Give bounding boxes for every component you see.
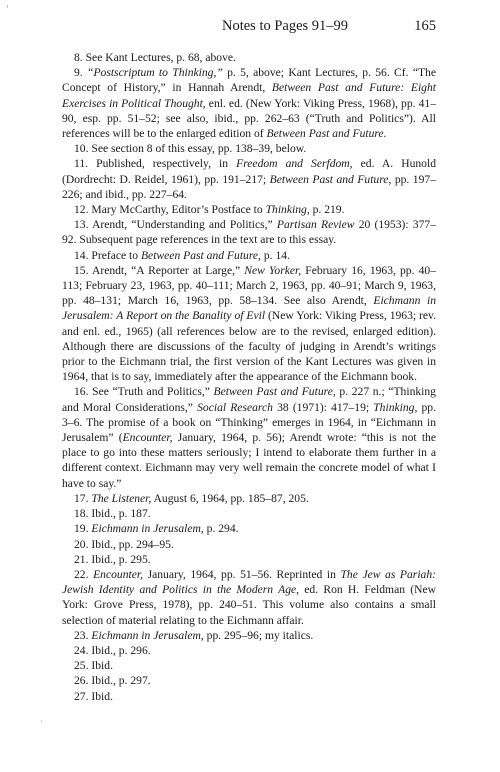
note-text: ed. Ron H. Feldman (New York: Grove Press, 1978), pp. 240–51. This volume also contains a small selection of material relating to the Eichmann affair. bbox=[62, 583, 436, 627]
footnote bbox=[62, 521, 436, 536]
note-text: pp. 197–226; and ibid., pp. 227–64. bbox=[62, 172, 436, 201]
footnote bbox=[62, 202, 436, 217]
footnote bbox=[62, 141, 436, 156]
footnote bbox=[62, 384, 436, 490]
note-text: (New York: Viking Press, 1963; rev. and enl. ed., 1965) (all references below are to the revised, enlarged edition). Although there are discussions of the faculty of judging in Arendt’s writings prior to the Eichmann trial, the first version of the Kant Lectures was given in 1964, that is to say, immediately after the appearance of the Eichmann book. bbox=[62, 309, 436, 384]
footnote bbox=[62, 506, 436, 521]
note-text: 8. See Kant Lectures, p. 68, above. bbox=[74, 51, 236, 64]
footnote bbox=[62, 263, 436, 385]
italic-text: Encounter, bbox=[93, 567, 143, 581]
italic-text: Encounter, bbox=[122, 431, 173, 445]
note-text: 15. Arendt, “A Reporter at Large,” bbox=[74, 263, 245, 277]
note-text: February 16, 1963, pp. 40–113; February 23, 1963, pp. 40–111; March 2, 1963, pp. 40–91; March 9, 1963, pp. 48–131; March 16, 1963, pp. 58–134. See also Arendt, bbox=[62, 263, 437, 308]
footnote bbox=[62, 643, 436, 658]
italic-text: Thinking, bbox=[373, 400, 418, 414]
footnote bbox=[62, 689, 436, 704]
note-text: 21. Ibid., p. 295. bbox=[74, 552, 151, 566]
italic-text: Social Research bbox=[197, 400, 273, 414]
footnote bbox=[62, 217, 436, 247]
italic-text: Between Past and Future, bbox=[269, 172, 392, 186]
note-text: 13. Arendt, “Understanding and Politics,” bbox=[74, 218, 277, 232]
note-text: 11. Published, respectively, in bbox=[74, 157, 237, 171]
scan-mark-bottom: ˏ bbox=[40, 712, 43, 722]
footnote bbox=[62, 156, 436, 202]
footnote bbox=[62, 552, 436, 567]
note-text: 18. Ibid., p. 187. bbox=[74, 507, 151, 521]
italic-text: Partisan Review bbox=[276, 218, 355, 232]
note-text: 20 (1953): 377–92. Subsequent page references in the text are to this essay. bbox=[62, 218, 436, 247]
footnote bbox=[62, 658, 436, 673]
notes-list bbox=[62, 50, 436, 704]
note-text: January, 1964, p. 56); Arendt wrote: “this is not the place to go into these matters seriously; I intend to elaborate them further in a different context. Eichmann may very well remain the concrete model of what I have to say.” bbox=[62, 431, 436, 490]
italic-text: Between Past and Future: Eight Exercises in Political Thought, bbox=[62, 81, 436, 110]
footnote bbox=[62, 50, 436, 65]
italic-text: “Postscriptum to Thinking,” bbox=[87, 66, 223, 80]
note-text: 26. Ibid., p. 297. bbox=[74, 674, 151, 688]
italic-text: Thinking, bbox=[265, 203, 310, 217]
note-text: p. 219. bbox=[309, 203, 345, 217]
note-text: 38 (1971): 417–19; bbox=[272, 400, 374, 414]
note-text: p. 294. bbox=[203, 522, 239, 536]
italic-text: New Yorker, bbox=[244, 263, 302, 277]
note-text: enl. ed. (New York: Viking Press, 1968), pp. 41–90, esp. pp. 51–52; see also, ibid., pp. 262–63 (“Truth and Politics”). All references will be to the enlarged edition of bbox=[62, 96, 436, 141]
note-text: p. 14. bbox=[260, 248, 290, 262]
note-text: 23. bbox=[74, 628, 92, 642]
footnote bbox=[62, 491, 436, 506]
note-text: 20. Ibid., pp. 294–95. bbox=[74, 537, 174, 551]
note-text: 22. bbox=[74, 567, 94, 581]
footnote bbox=[62, 248, 436, 263]
footnote bbox=[62, 537, 436, 552]
note-text: pp. 3–6. The promise of a book on “Thinking” emerges in 1964, in “Eichmann in Jerusalem” ( bbox=[62, 400, 436, 445]
page-header bbox=[62, 18, 436, 38]
italic-text: Freedom and Serfdom, bbox=[236, 157, 353, 171]
note-text: 27. Ibid. bbox=[74, 689, 113, 703]
note-text: 14. Preface to bbox=[74, 248, 141, 262]
note-text: January, 1964, pp. 51–56. Reprinted in bbox=[143, 567, 341, 581]
italic-text: Between Past and Future, bbox=[213, 385, 336, 399]
note-text: 24. Ibid., p. 296. bbox=[74, 643, 151, 657]
italic-text: Between Past and Future, bbox=[140, 248, 261, 262]
note-text: 25. Ibid. bbox=[74, 659, 113, 673]
italic-text: Eichmann in Jerusalem, bbox=[91, 628, 204, 642]
note-text: 17. bbox=[74, 491, 92, 505]
footnote bbox=[62, 628, 436, 643]
note-text: August 6, 1964, pp. 185–87, 205. bbox=[151, 491, 309, 505]
note-text: ed. A. Hunold (Dordrecht: D. Reidel, 1961), pp. 191–217; bbox=[62, 157, 437, 186]
note-text: 19. bbox=[74, 522, 92, 536]
italic-text: Between Past and Future. bbox=[266, 127, 387, 141]
italic-text: The Jew as Pariah: Jewish Identity and Politics in the Modern Age, bbox=[62, 567, 436, 597]
italic-text: The Listener, bbox=[91, 491, 152, 505]
note-text: 16. See “Truth and Politics,” bbox=[74, 385, 214, 399]
footnote bbox=[62, 673, 436, 688]
note-text: p. 5, above; Kant Lectures, p. 56. Cf. “The Concept of History,” in Hannah Arendt, bbox=[62, 66, 437, 95]
italic-text: Eichmann in Jerusalem: A Report on the Banality of Evil bbox=[62, 294, 436, 323]
scan-mark-top: ʼ bbox=[6, 4, 9, 14]
note-text: 9. bbox=[74, 66, 87, 80]
note-text: 12. Mary McCarthy, Editor’s Postface to bbox=[74, 203, 266, 217]
italic-text: Eichmann in Jerusalem, bbox=[91, 522, 204, 536]
note-text: p. 227 n.; “Thinking and Moral Considerations,” bbox=[62, 385, 436, 414]
footnote bbox=[62, 567, 436, 628]
note-text: 10. See section 8 of this essay, pp. 138–39, below. bbox=[74, 142, 307, 156]
footnote bbox=[62, 65, 436, 141]
running-head: Notes to Pages 91–99 bbox=[222, 18, 349, 34]
page-number: 165 bbox=[414, 18, 436, 34]
note-text: pp. 295–96; my italics. bbox=[203, 628, 314, 642]
